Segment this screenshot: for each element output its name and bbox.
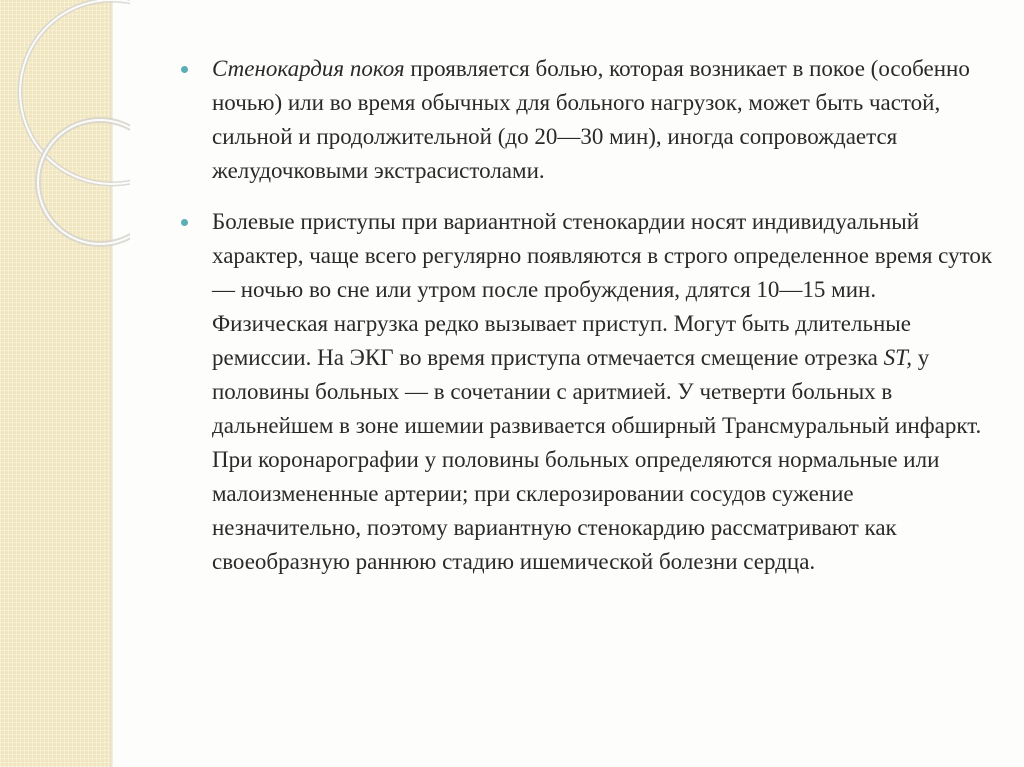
bullet-text-part-a: Болевые приступы при вариантной стенокардии носят индивидуальный характер, чаще всего регулярно появляются в строго определенное время суток — ночью во сне или утром после пробуждения, длятся 10—15 мин. Физическая нагрузка редко вызывает приступ. Могут быть длительные ремиссии. На ЭКГ во время приступа отмечается смещение отрезка (212, 209, 992, 370)
bullet-dot-icon (181, 219, 188, 226)
bullet-dot-icon (181, 66, 188, 73)
bullet-item-rest-angina (178, 52, 993, 188)
bullet-text-part-b: у половины больных — в сочетании с аритмией. У четверти больных в дальнейшем в зоне ишемии развивается обширный Трансмуральный инфаркт. При коронарографии у половины больных определяются нормальные или малоизмененные артерии; при склерозировании сосудов сужение незначительно, поэтому вариантную стенокардию рассматривают как своеобразную раннюю стадию ишемической болезни сердца. (212, 345, 982, 574)
bullet-item-variant-angina (178, 205, 993, 579)
st-segment-italic: ST, (883, 345, 912, 370)
term-italic: Стенокардия покоя (212, 56, 405, 81)
bullet-text: проявляется болью, которая возникает в покое (особенно ночью) или во время обычных для больного нагрузок, может быть частой, сильной и продолжительной (до 20—30 мин), иногда сопровождается желудочковыми экстрасистолами. (212, 56, 970, 183)
slide-content (178, 52, 993, 596)
decorative-circles-icon (0, 0, 130, 260)
